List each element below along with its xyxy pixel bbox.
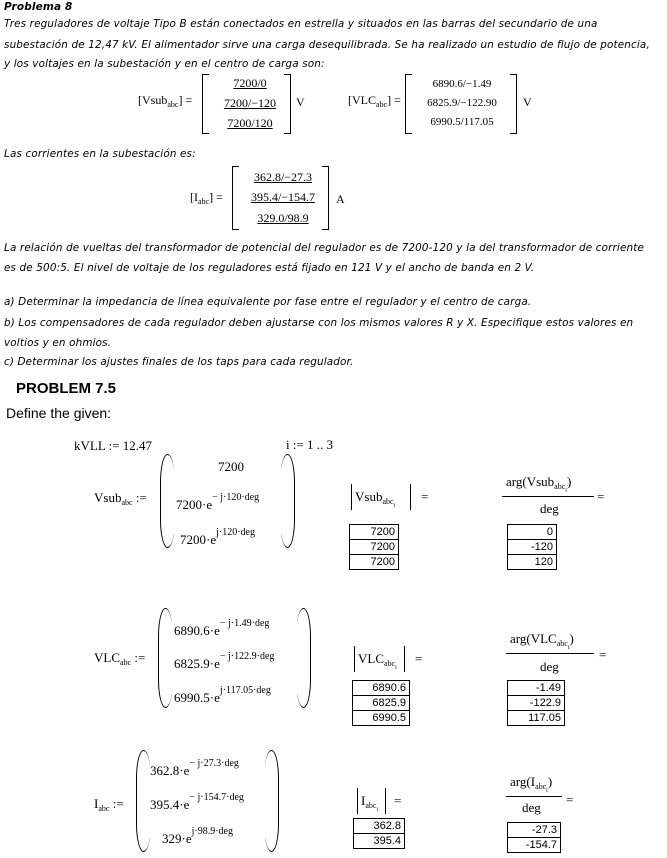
- left-paren: [160, 454, 175, 548]
- equals-sign: =: [597, 489, 605, 504]
- right-paren: [264, 750, 279, 852]
- right-bracket: [510, 74, 517, 134]
- vlc-mag-label: $VLC_{abc_i}$: [358, 651, 397, 671]
- kvll-definition: kVLL := 12.47: [74, 438, 152, 453]
- table-cell: 362.8: [354, 819, 405, 834]
- define-label: Define the given:: [6, 405, 112, 421]
- vector-entry: $6990.5\cdot e^{j\cdot 117.05\cdot deg}$: [174, 685, 271, 705]
- right-bracket: [284, 74, 291, 134]
- vsub-mag-label: Vsub$_{abc_i}$: [355, 489, 396, 509]
- unit-label: V: [523, 95, 532, 109]
- matrix-entry: 6825.9/−122.90: [427, 97, 497, 109]
- table-cell: -1.49: [508, 681, 565, 696]
- table-cell: 7200: [350, 540, 399, 555]
- table-cell: 395.4: [354, 834, 405, 849]
- iabc-def-label: $I_{abc}$ :=: [94, 796, 124, 813]
- table-cell: -120: [508, 540, 557, 555]
- vsub-matrix-label: [Vsub$_{abc}$] =: [138, 93, 193, 109]
- table-cell: 6890.6: [353, 681, 410, 696]
- question-b: voltios y en ohmios.: [4, 337, 112, 349]
- abs-bar: [351, 484, 352, 510]
- abs-bar: [385, 788, 386, 814]
- abs-bar: [357, 788, 358, 814]
- table-cell: -122.9: [508, 696, 565, 711]
- left-bracket: [202, 74, 209, 134]
- table-cell: -154.7: [508, 838, 561, 853]
- left-paren: [136, 750, 151, 852]
- iabc-arg-table: [507, 822, 561, 853]
- abs-bar: [354, 646, 355, 672]
- statement-line: y los voltajes en la subestación y en el centro de carga son:: [4, 58, 325, 70]
- vector-entry: $6890.6\cdot e^{- j\cdot 1.49\cdot deg}$: [174, 618, 270, 638]
- matrix-entry: 6890.6/−1.49: [432, 78, 492, 90]
- right-bracket: [322, 166, 329, 230]
- table-cell: 117.05: [508, 711, 565, 726]
- arg-numerator: $arg(VLC_{abc_i})$: [510, 631, 574, 651]
- right-paren: [280, 454, 295, 548]
- vlc-matrix-label: $[VLC_{abc}]$ =: [348, 93, 401, 109]
- abs-bar: [410, 484, 411, 510]
- matrix-entry: 7200/−120: [223, 96, 277, 110]
- table-cell: -27.3: [508, 823, 561, 838]
- left-bracket: [405, 74, 412, 134]
- matrix-entry: 362.8/−27.3: [253, 170, 313, 184]
- arg-denominator: deg: [540, 659, 559, 674]
- vsub-mag-table: [349, 524, 399, 570]
- matrix-entry: 6990.5/117.05: [430, 116, 494, 128]
- iabc-mag-table: [353, 818, 405, 849]
- arg-denominator: deg: [522, 800, 541, 815]
- table-cell: 6825.9: [353, 696, 410, 711]
- statement-line: es de 500:5. El nivel de voltaje de los reguladores está fijado en 121 V y el ancho de banda en 2 V.: [4, 262, 535, 274]
- equals-sign: =: [421, 489, 429, 504]
- vlc-arg-table: [507, 680, 565, 726]
- arg-numerator: arg(Vsub$_{abc_i}$): [506, 474, 572, 494]
- range-definition: i := 1 .. 3: [286, 437, 334, 452]
- vlc-def-label: $VLC_{abc}$ :=: [94, 650, 146, 667]
- vsub-arg-table: [507, 524, 557, 570]
- statement-line: subestación de 12,47 kV. El alimentador sirve una carga desequilibrada. Se ha realizado un estudio de flujo de potencia,: [4, 39, 650, 51]
- vlc-mag-table: [352, 680, 410, 726]
- equals-sign: =: [415, 651, 423, 666]
- vector-entry: $395.4\cdot e^{- j\cdot 154.7\cdot deg}$: [150, 792, 244, 812]
- equals-sign: =: [566, 792, 574, 807]
- question-c: c) Determinar los ajustes finales de los taps para cada regulador.: [4, 356, 354, 368]
- question-a: a) Determinar la impedancia de línea equivalente por fase entre el regulador y el centro de carga.: [4, 296, 532, 308]
- iabc-mag-label: $I_{abc_i}$: [361, 793, 379, 813]
- statement-line: Tres reguladores de voltaje Tipo B están conectados en estrella y situados en las barras del secundario de una: [4, 18, 598, 30]
- unit-label: A: [336, 192, 345, 206]
- matrix-entry: 7200/120: [227, 116, 273, 130]
- arg-numerator: $arg(I_{abc_i})$: [510, 774, 553, 794]
- vector-entry: $7200\cdot e^{- j\cdot 120\cdot deg}$: [176, 492, 260, 512]
- statement-line: Las corrientes en la subestación es:: [4, 148, 196, 160]
- vector-entry: $329\cdot e^{j\cdot 98.9\cdot deg}$: [162, 826, 233, 846]
- question-b: b) Los compensadores de cada regulador deben ajustarse con los mismos valores R y X. Especifique estos valores en: [4, 317, 634, 329]
- equals-sign: =: [599, 647, 607, 662]
- fraction-line: [506, 796, 562, 797]
- table-cell: 0: [508, 525, 557, 540]
- vsub-def-label: Vsub$_{abc}$ :=: [94, 490, 147, 507]
- arg-denominator: deg: [540, 501, 559, 516]
- table-cell: 120: [508, 555, 557, 570]
- vector-entry: $7200\cdot e^{j\cdot 120\cdot deg}$: [180, 527, 255, 547]
- problem-title: Problema 8: [4, 1, 73, 13]
- matrix-entry: 395.4/−154.7: [250, 190, 316, 204]
- abs-bar: [404, 646, 405, 672]
- unit-label: V: [296, 95, 305, 109]
- equals-sign: =: [394, 793, 402, 808]
- table-cell: 7200: [350, 555, 399, 570]
- table-cell: 7200: [350, 525, 399, 540]
- vector-entry: 7200: [218, 459, 244, 474]
- iabc-matrix-label: $[I_{abc}]$ =: [190, 190, 223, 206]
- left-paren: [158, 608, 173, 708]
- statement-line: La relación de vueltas del transformador de potencial del regulador es de 7200-120 y la del transformador de corriente: [4, 242, 645, 254]
- solution-heading: PROBLEM 7.5: [16, 380, 117, 397]
- fraction-line: [506, 653, 594, 654]
- matrix-entry: 7200/0: [233, 76, 267, 90]
- left-bracket: [232, 166, 239, 230]
- table-cell: 6990.5: [353, 711, 410, 726]
- fraction-line: [502, 496, 594, 497]
- matrix-entry: 329.0/98.9: [257, 211, 309, 225]
- right-paren: [296, 608, 311, 708]
- vector-entry: $6825.9\cdot e^{- j\cdot 122.9\cdot deg}$: [174, 651, 275, 671]
- vector-entry: $362.8\cdot e^{- j\cdot 27.3\cdot deg}$: [150, 758, 239, 778]
